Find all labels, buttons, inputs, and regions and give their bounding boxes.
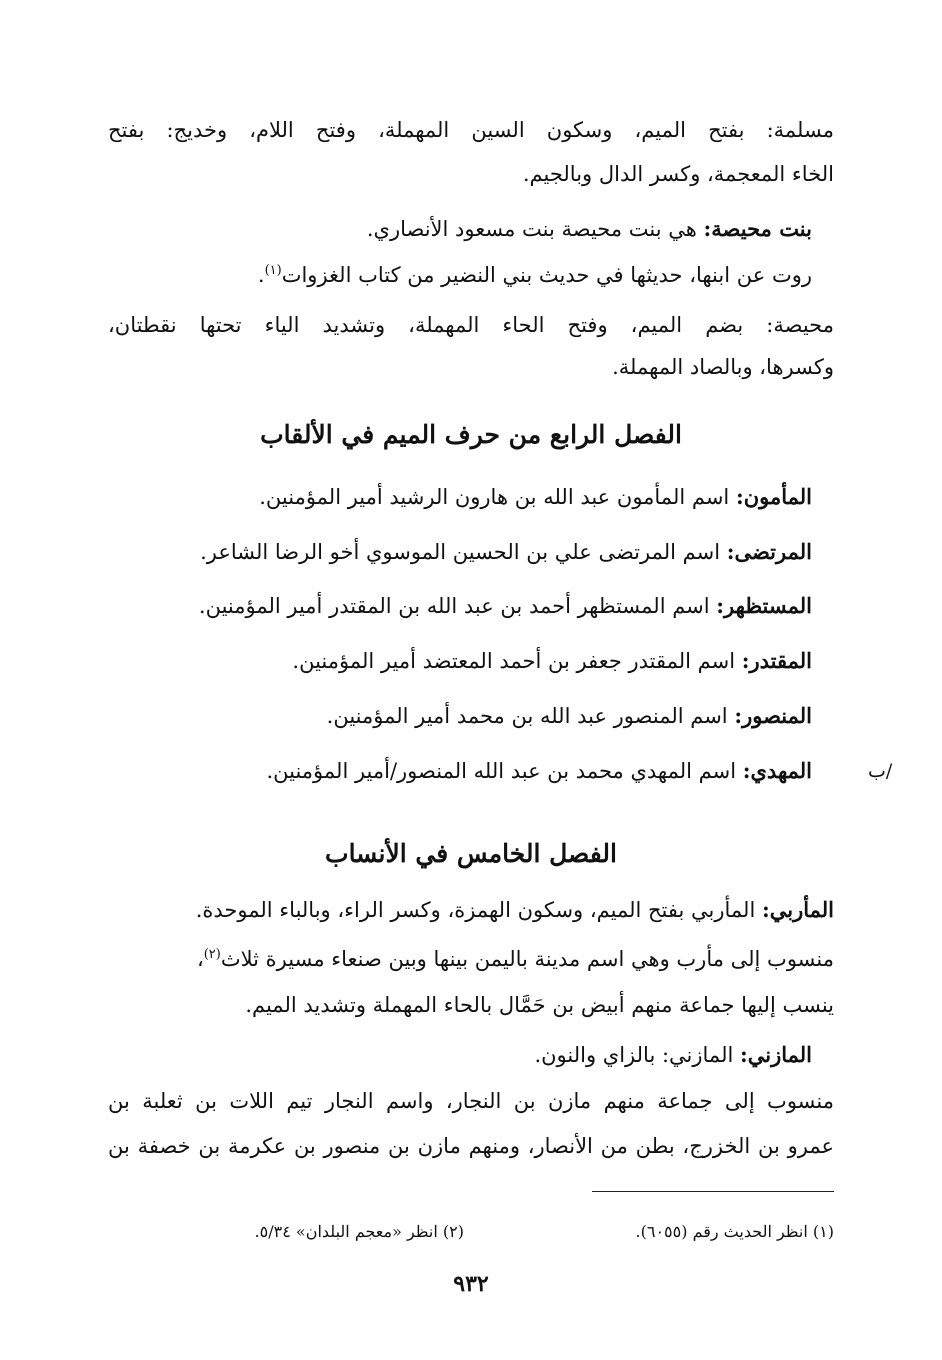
- entry-text: اسم المرتضى علي بن الحسين الموسوي أخو الرضا الشاعر.: [200, 540, 727, 564]
- paragraph-line: ينسب إليها جماعة منهم أبيض بن حَمَّال بالحاء المهملة وتشديد الميم.: [245, 993, 834, 1017]
- entry-bint-muhaysa: [108, 214, 812, 244]
- entry-term: المهدي:: [742, 758, 812, 783]
- entry-muqtadir: [108, 646, 812, 676]
- entry-text: المأربي بفتح الميم، وسكون الهمزة، وكسر الراء، وبالباء الموحدة.: [195, 898, 762, 922]
- entry-text: اسم المقتدر جعفر بن أحمد المعتضد أمير المؤمنين.: [292, 649, 742, 673]
- footnote-ref: (٢): [203, 947, 221, 962]
- entry-mansur: [108, 701, 812, 731]
- paragraph-line: وكسرها، وبالصاد المهملة.: [612, 355, 834, 379]
- paragraph-line: محيصة: بضم الميم، وفتح الحاء المهملة، وتشديد الياء تحتها نقطتان،: [108, 313, 834, 337]
- entry-marbi: [108, 895, 834, 925]
- entry-term: بنت محيصة:: [703, 216, 812, 241]
- entry-term: المنصور:: [734, 703, 812, 728]
- paragraph-text: روت عن ابنها، حديثها في حديث بني النضير من كتاب الغزوات: [281, 263, 812, 287]
- paragraph-line: منسوب إلى جماعة منهم مازن بن النجار، واسم النجار تيم اللات بن ثعلبة بن: [108, 1089, 834, 1113]
- entry-term: المرتضى:: [726, 539, 812, 564]
- margin-note: /ب: [868, 760, 893, 782]
- entry-text: المازني: بالزاي والنون.: [534, 1043, 740, 1067]
- entry-term: المأربي:: [761, 897, 834, 922]
- entry-text: اسم المهدي محمد بن عبد الله المنصور/أمير المؤمنين.: [266, 759, 743, 783]
- footnote-1: (١) انظر الحديث رقم (٦٠٥٥).: [635, 1222, 834, 1241]
- entry-text: هي بنت محيصة بنت مسعود الأنصاري.: [366, 217, 704, 241]
- entry-text: اسم المأمون عبد الله بن هارون الرشيد أمير المؤمنين.: [259, 485, 736, 509]
- paragraph-line: [108, 260, 812, 290]
- paragraph-text: .: [257, 263, 265, 287]
- footnote-divider: [592, 1191, 834, 1192]
- entry-text: اسم المستظهر أحمد بن عبد الله بن المقتدر أمير المؤمنين.: [198, 594, 717, 618]
- section-heading: الفصل الرابع من حرف الميم في الألقاب: [260, 420, 682, 449]
- section-heading: الفصل الخامس في الأنساب: [325, 839, 617, 868]
- paragraph-text: منسوب إلى مأرب وهي اسم مدينة باليمن بينها وبين صنعاء مسيرة ثلاث: [220, 947, 834, 971]
- entry-mazini: [108, 1040, 812, 1070]
- paragraph-line: عمرو بن الخزرج، بطن من الأنصار، ومنهم مازن بن منصور بن عكرمة بن خصفة بن: [108, 1134, 834, 1158]
- paragraph-line: مسلمة: بفتح الميم، وسكون السين المهملة، وفتح اللام، وخديج: بفتح: [108, 118, 834, 142]
- page-number: ٩٣٢: [453, 1271, 489, 1297]
- entry-term: المازني:: [739, 1042, 812, 1067]
- entry-mahdi: [108, 756, 812, 786]
- paragraph-line: [108, 944, 834, 974]
- entry-mamun: [108, 482, 812, 512]
- entry-term: المستظهر:: [716, 593, 812, 618]
- entry-mustazhir: [108, 591, 812, 621]
- paragraph-text: ،: [196, 947, 204, 971]
- entry-term: المقتدر:: [741, 648, 812, 673]
- entry-murtada: [108, 537, 812, 567]
- footnote-2: (٢) انظر «معجم البلدان» ٥/٣٤.: [254, 1222, 464, 1241]
- footnote-ref: (١): [264, 263, 282, 278]
- entry-term: المأمون:: [735, 484, 812, 509]
- paragraph-line: الخاء المعجمة، وكسر الدال وبالجيم.: [522, 162, 834, 186]
- entry-text: اسم المنصور عبد الله بن محمد أمير المؤمنين.: [326, 704, 735, 728]
